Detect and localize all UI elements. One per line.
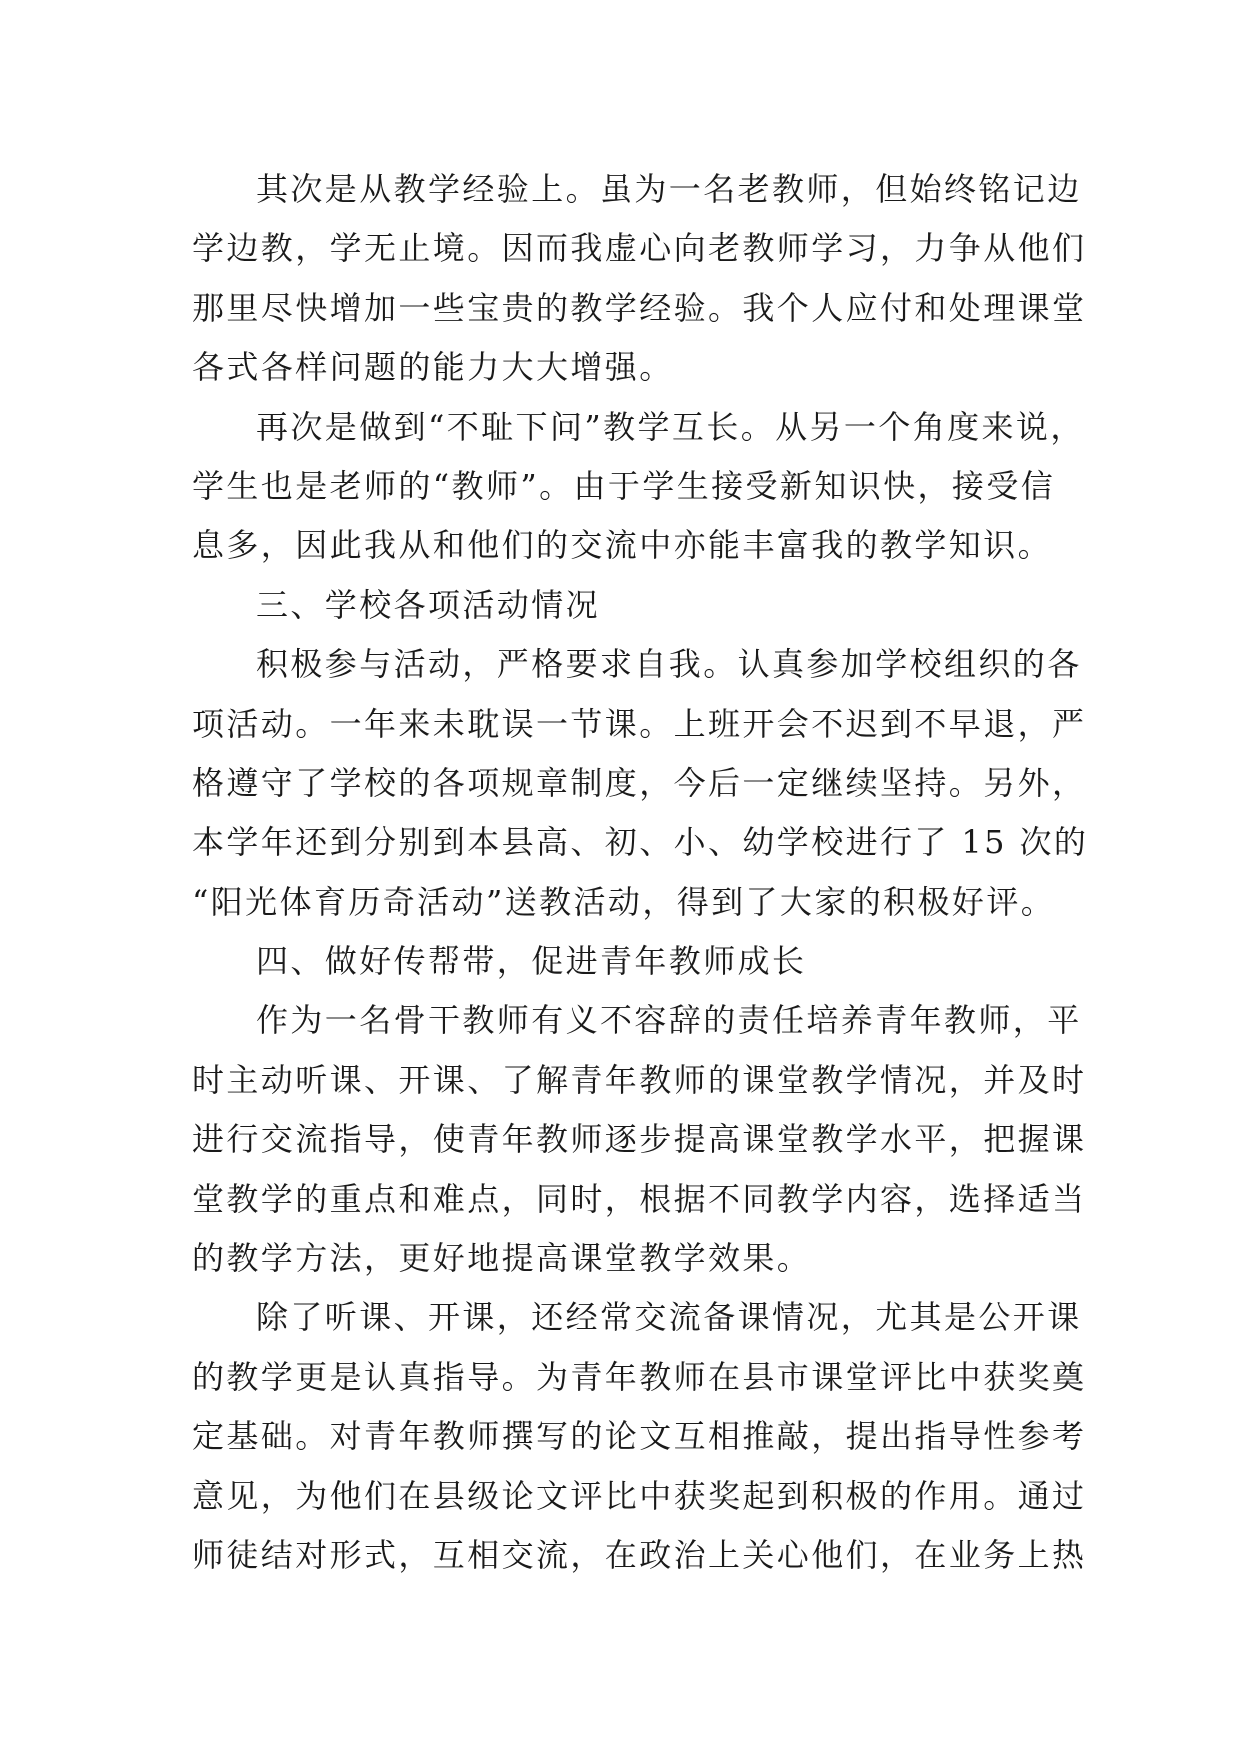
text-line: 的教学更是认真指导。为青年教师在县市课堂评比中获奖奠 xyxy=(192,1357,1087,1396)
text-line: 各式各样问题的能力大大增强。 xyxy=(192,348,674,387)
section-heading: 三、学校各项活动情况 xyxy=(256,585,601,624)
document-body xyxy=(192,160,1089,1585)
text-line: 积极参与活动，严格要求自我。认真参加学校组织的各 xyxy=(256,645,1082,684)
text-line: 堂教学的重点和难点，同时，根据不同教学内容，选择适当 xyxy=(192,1179,1087,1218)
text-line: 时主动听课、开课、了解青年教师的课堂教学情况，并及时 xyxy=(192,1060,1087,1099)
text-line: 学生也是老师的“教师”。由于学生接受新知识快，接受信 xyxy=(192,466,1056,505)
text-line: 进行交流指导，使青年教师逐步提高课堂教学水平，把握课 xyxy=(192,1120,1087,1159)
text-line: 项活动。一年来未耽误一节课。上班开会不迟到不早退，严 xyxy=(192,704,1087,743)
text-line: 格遵守了学校的各项规章制度，今后一定继续坚持。另外， xyxy=(192,763,1087,802)
text-line: 息多，因此我从和他们的交流中亦能丰富我的教学知识。 xyxy=(192,526,1053,565)
text-line: 本学年还到分别到本县高、初、小、幼学校进行了 15 次的 xyxy=(192,823,1089,862)
text-line: “阳光体育历奇活动”送教活动，得到了大家的积极好评。 xyxy=(192,882,1056,921)
text-line: 作为一名骨干教师有义不容辞的责任培养青年教师，平 xyxy=(256,1001,1082,1040)
text-line: 再次是做到“不耻下问”教学互长。从另一个角度来说， xyxy=(256,407,1085,446)
text-line: 定基础。对青年教师撰写的论文互相推敲，提出指导性参考 xyxy=(192,1417,1087,1456)
text-line: 意见，为他们在县级论文评比中获奖起到积极的作用。通过 xyxy=(192,1476,1087,1515)
text-line: 学边教，学无止境。因而我虚心向老教师学习，力争从他们 xyxy=(192,229,1087,268)
text-line: 其次是从教学经验上。虽为一名老教师，但始终铭记边 xyxy=(256,170,1082,208)
text-line: 师徒结对形式，互相交流，在政治上关心他们，在业务上热 xyxy=(192,1535,1087,1574)
text-line: 除了听课、开课，还经常交流备课情况，尤其是公开课 xyxy=(256,1298,1082,1337)
text-line: 的教学方法，更好地提高课堂教学效果。 xyxy=(192,1239,812,1278)
text-line: 那里尽快增加一些宝贵的教学经验。我个人应付和处理课堂 xyxy=(192,288,1087,327)
section-heading: 四、做好传帮带，促进青年教师成长 xyxy=(256,942,807,981)
